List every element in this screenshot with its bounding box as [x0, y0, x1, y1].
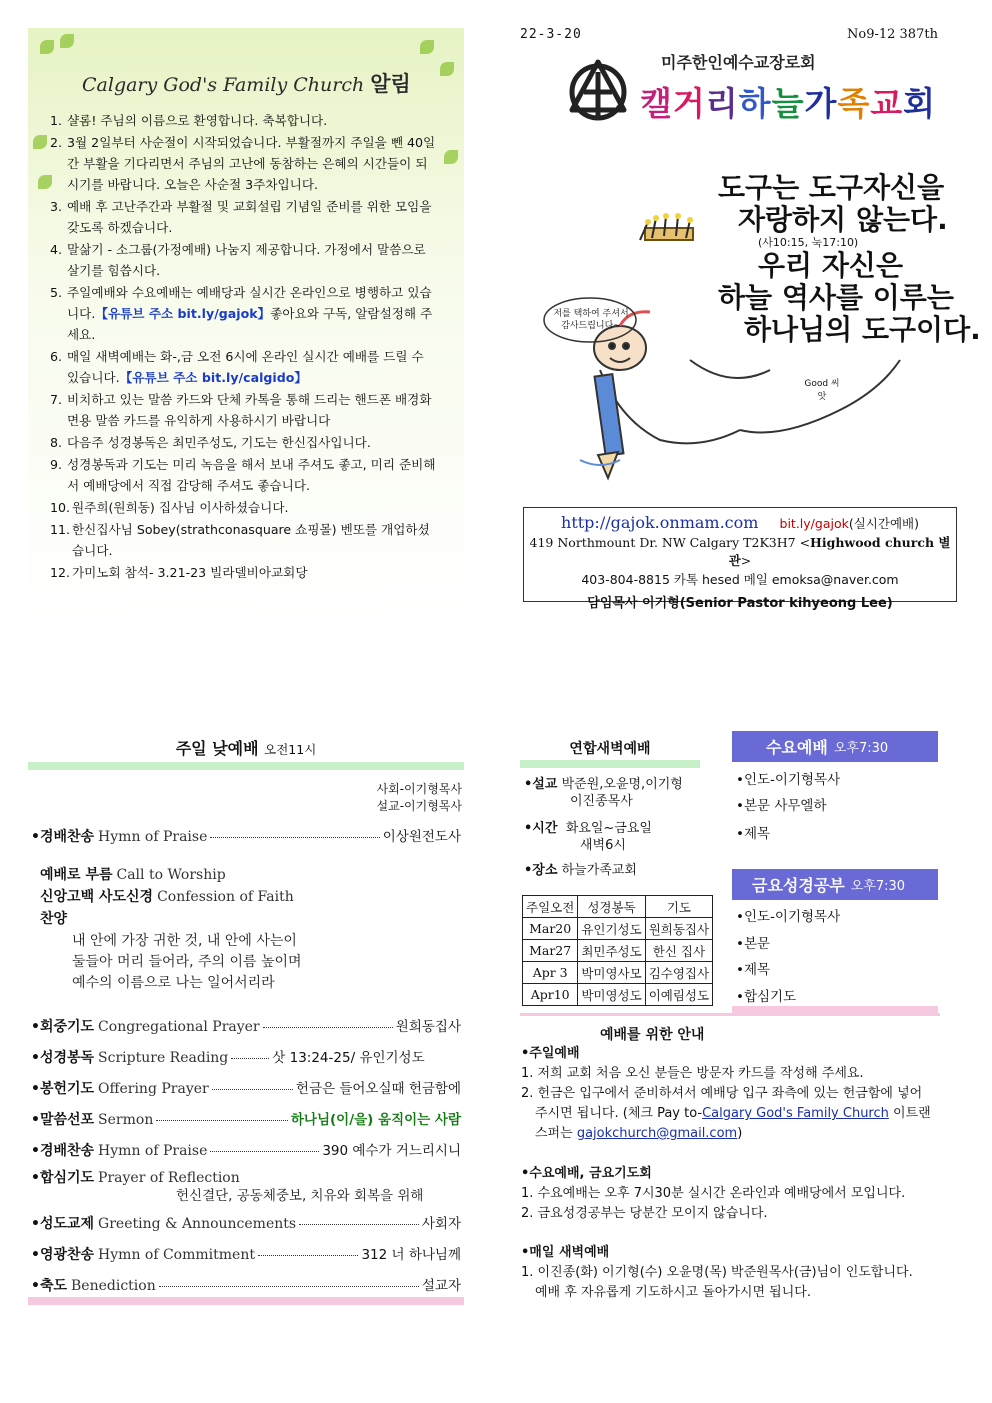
dawn-time-2: 새벽6시: [580, 838, 626, 853]
friday-study-header: 금요성경공부 오후7:30: [732, 869, 938, 900]
dawn-place: •장소 하늘가족교회: [524, 863, 637, 878]
order-item: •합심기도 Prayer of Reflection: [31, 1170, 240, 1186]
church-name-char: 늘: [771, 84, 805, 123]
sunday-worship-title: 주일 낮예배 오전11시: [175, 739, 317, 758]
order-item: •봉헌기도 Offering Prayer 헌금은 들어오실때 헌금함에: [31, 1081, 461, 1097]
list-item: 1. 샬롬! 주님의 이름으로 환영합니다. 축복합니다.: [50, 113, 328, 128]
dawn-time: •시간 화요일~금요일: [524, 821, 652, 836]
leaf-decoration: [33, 135, 47, 149]
dawn-preacher-2: 이진종목사: [570, 794, 633, 809]
order-item: •말씀선포 Sermon 하나님(이/을) 움직이는 사람: [31, 1112, 461, 1128]
wednesday-topic: •제목: [736, 826, 771, 842]
list-item: 9. 성경봉독과 기도는 미리 녹음을 해서 보내 주셔도 좋고, 미리 준비해서 예배당에서 직접 감당해 주셔도 좋습니다.: [50, 457, 436, 493]
leaf-decoration: [60, 34, 74, 48]
order-item: •경배찬송 Hymn of Praise 이상원전도사: [31, 829, 461, 845]
church-name-link[interactable]: Calgary God's Family Church: [702, 1106, 889, 1121]
denomination-name: 미주한인예수교장로회: [661, 53, 816, 72]
list-item: 2. 3월 2일부터 사순절이 시작되었습니다. 부활절까지 주일을 뺀 40일간 부활을 기다리면서 주님의 고난에 동참하는 은혜의 시간들이 되시기를 바랍니다. 오늘은 사순절 3주차입니다.: [50, 135, 436, 192]
order-item: •성도교제 Greeting & Announcements 사회자: [31, 1216, 461, 1232]
lyric-line: 내 안에 가장 귀한 것, 내 안에 사는이: [72, 933, 297, 949]
speech-bubble: 저를 택하여 주셔서 감사드립니다~: [553, 309, 629, 331]
church-name: [640, 78, 936, 125]
church-name-char: 교: [870, 84, 904, 123]
youtube-link[interactable]: 【유튜브 주소 bit.ly/calgido】: [119, 370, 307, 385]
guide-section: •매일 새벽예배 1. 이진종(화) 이기형(수) 오윤명(목) 박준원목사(금)님이 인도합니다. 예배 후 자유롭게 기도하시고 돌아가시면 됩니다.: [521, 1245, 913, 1300]
pink-divider: [520, 1013, 940, 1016]
list-item: 11. 한신집사님 Sobey(strathconasquare 쇼핑몰) 벤또를 개업하셨습니다.: [50, 522, 430, 558]
dawn-worship-title: 연합새벽예배: [569, 741, 651, 757]
duty-table: [522, 895, 713, 1006]
address: 419 Northmount Dr. NW Calgary T2K3H7 <Highwood church 별관>: [529, 535, 951, 568]
worship-guide-title: 예배를 위한 안내: [600, 1027, 705, 1043]
order-item: •경배찬송 Hymn of Praise 390 예수가 거느리시니: [31, 1143, 461, 1159]
website-link[interactable]: http://gajok.onmam.com: [561, 513, 759, 532]
reflection-note: 헌신결단, 공동체중보, 치유와 회복을 위해: [176, 1188, 424, 1204]
host: 사회-이기형목사: [376, 782, 462, 796]
leaf-decoration: [40, 40, 54, 54]
illustration: [540, 160, 981, 490]
senior-pastor: 담임목사 이기형(Senior Pastor kihyeong Lee): [587, 596, 893, 611]
church-name-char: 거: [672, 84, 706, 123]
church-name-char: 족: [837, 84, 871, 123]
youtube-link[interactable]: 【유튜브 주소 bit.ly/gajok】: [95, 306, 271, 321]
announcements-title: Calgary God's Family Church 알림: [82, 72, 411, 96]
illustration-quote: 도구는 도구자신을 자랑하지 않는다. (사10:15, 눅17:10) 우리 자신은 하늘 역사를 이루는 하나님의 도구이다.: [718, 171, 981, 346]
table-row: Apr 3 박미영사모 김수영집사: [523, 962, 713, 984]
list-item: 7. 비치하고 있는 말씀 카드와 단체 카톡을 통해 드리는 핸드폰 배경화면용 말씀 카드를 유익하게 사용하시기 바랍니다: [50, 392, 432, 428]
pink-divider: [732, 1006, 938, 1013]
leaf-decoration: [444, 150, 458, 164]
order-item: 예배로 부름 Call to Worship: [40, 867, 226, 883]
friday-text: •본문: [736, 936, 771, 952]
lyric-line: 둘들아 머리 들어라, 주의 이름 높이며: [72, 954, 302, 970]
list-item: 6. 매일 새벽예배는 화-,금 오전 6시에 온라인 실시간 예배를 드릴 수 있습니다.【유튜브 주소 bit.ly/calgido】: [50, 349, 424, 385]
list-item: 4. 말삶기 - 소그룹(가정예배) 나눔지 제공합니다. 가정에서 말씀으로 살기를 힘씁시다.: [50, 242, 426, 278]
table-row: Mar20 유인기성도 원희동집사: [523, 918, 713, 940]
church-name-char: 하: [738, 84, 772, 123]
leaf-decoration: [440, 62, 454, 76]
list-item: 5. 주일예배와 수요예배는 예배당과 실시간 온라인으로 병행하고 있습니다.【유튜브 주소 bit.ly/gajok】좋아요와 구독, 알람설정해 주세요.: [50, 285, 433, 342]
order-item: 신앙고백 사도신경 Confession of Faith: [40, 889, 294, 905]
table-header: 주일오전 성경봉독 기도: [523, 896, 713, 918]
church-name-char: 리: [705, 84, 739, 123]
pink-divider: [28, 1297, 464, 1305]
phone-email: 403-804-8815 카톡 hesed 메일 emoksa@naver.com: [581, 572, 899, 587]
friday-leader: •인도-이기형목사: [736, 909, 841, 925]
table-row: Apr10 박미영성도 이예림성도: [523, 984, 713, 1006]
order-item: •축도 Benediction 설교자: [31, 1278, 461, 1294]
live-stream-link[interactable]: bit.ly/gajok: [779, 516, 849, 531]
lyric-line: 예수의 이름으로 나는 일어서리라: [72, 975, 275, 991]
issue-number: No9-12 387th: [847, 27, 938, 42]
dawn-preacher: •설교 박준원,오윤명,이기형: [524, 777, 683, 792]
order-item: 찬양: [40, 911, 68, 927]
green-divider: [28, 762, 464, 770]
order-item: •성경봉독 Scripture Reading 삿 13:24-25/ 유인기성도: [31, 1050, 425, 1066]
church-logo-icon: [566, 58, 630, 122]
email-link[interactable]: gajokchurch@gmail.com: [576, 1126, 738, 1141]
preacher: 설교-이기형목사: [376, 799, 462, 813]
green-divider: [520, 760, 700, 768]
bulletin-date: 22-3-20: [520, 27, 582, 42]
church-name-char: 가: [804, 84, 838, 123]
contact-info-box: http://gajok.onmam.com bit.ly/gajok(실시간예배) 419 Northmount Dr. NW Calgary T2K3H7 <Highwood church 별관> 403-804-8815 카톡 hesed 메일 emoksa@naver.com 담임목사 이기형(Senior Pastor kihyeong Lee): [523, 507, 957, 602]
wednesday-text: •본문 사무엘하: [736, 798, 827, 814]
guide-section: •주일예배 1. 저희 교회 처음 오신 분들은 방문자 카드를 작성해 주세요. 2. 헌금은 입구에서 준비하셔서 예배당 입구 좌측에 있는 헌금함에 넣어 주시면 됩니다. (체크 Pay to-Calgary God's Family Church 이트랜 스퍼는 gajokchurch@gmail.com): [521, 1046, 931, 1141]
order-item: •회중기도 Congregational Prayer 원희동집사: [31, 1019, 461, 1035]
order-item: •영광찬송 Hymn of Commitment 312 너 하나님께: [31, 1247, 461, 1263]
table-row: Mar27 최민주성도 한신 집사: [523, 940, 713, 962]
church-name-char: 회: [903, 84, 937, 123]
guide-section: •수요예배, 금요기도회 1. 수요예배는 오후 7시30분 실시간 온라인과 예배당에서 모입니다. 2. 금요성경공부는 당분간 모이지 않습니다.: [521, 1166, 906, 1221]
leaf-decoration: [420, 40, 434, 54]
wednesday-worship-header: 수요예배 오후7:30: [732, 731, 938, 762]
friday-topic: •제목: [736, 962, 771, 978]
announcements-list: [50, 110, 438, 584]
wednesday-leader: •인도-이기형목사: [736, 772, 841, 788]
church-name-char: 캘: [640, 84, 673, 123]
list-item: 12. 가미노회 참석- 3.21-23 빌라델비아교회당: [50, 565, 308, 580]
artist-signature: Good 씨앗: [804, 379, 840, 402]
friday-prayer: •합심기도: [736, 989, 797, 1005]
list-item: 8. 다음주 성경봉독은 최민주성도, 기도는 한신집사입니다.: [50, 435, 371, 450]
list-item: 10. 원주희(원희동) 집사님 이사하셨습니다.: [50, 500, 289, 515]
list-item: 3. 예배 후 고난주간과 부활절 및 교회설립 기념일 준비를 위한 모임을 갖도록 하겠습니다.: [50, 199, 432, 235]
